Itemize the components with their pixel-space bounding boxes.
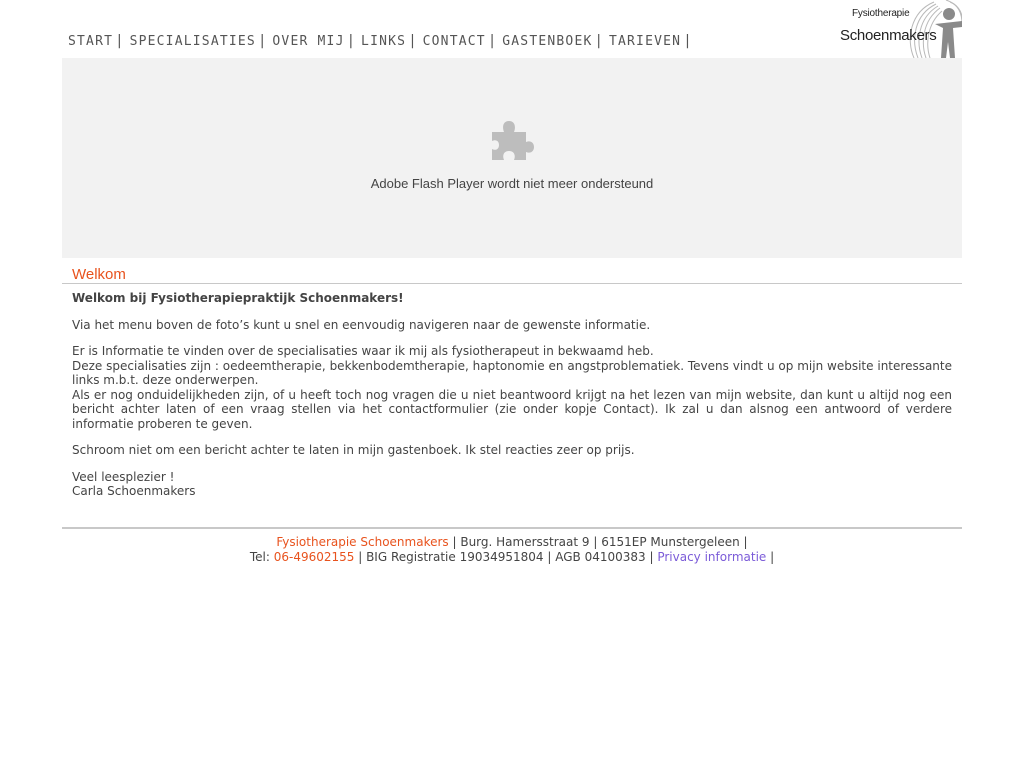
nav-item-gastenboek[interactable]: GASTENBOEK <box>502 33 593 49</box>
main-nav <box>68 33 698 49</box>
paragraph-navigation: Via het menu boven de foto’s kunt u snel en eenvoudig navigeren naar de gewenste informatie. <box>72 317 651 332</box>
nav-item-links[interactable]: LINKS <box>361 33 407 49</box>
logo[interactable] <box>838 0 962 58</box>
privacy-link[interactable]: Privacy informatie <box>657 549 767 564</box>
footer-address: | Burg. Hamersstraat 9 | 6151EP Munstergeleen | <box>448 535 748 549</box>
paragraph-line: Deze specialisaties zijn : oedeemtherapie, bekkenbodemtherapie, haptonomie en angstproblematiek. Tevens vindt u op mijn website interessante links m.b.t. deze onderwerpen. <box>72 358 952 387</box>
nav-item-over-mij[interactable]: OVER MIJ <box>272 33 345 49</box>
footer-registrations: | BIG Registratie 19034951804 | AGB 04100383 | <box>354 549 658 564</box>
page-wrapper <box>62 0 962 564</box>
nav-separator: | <box>257 33 267 49</box>
puzzle-piece-icon <box>490 118 534 162</box>
welcome-lead: Welkom bij Fysiotherapiepraktijk Schoenmakers! <box>72 291 404 305</box>
paragraph-line: Er is Informatie te vinden over de specialisaties waar ik mij als fysiotherapeut in bekwaamd heb. <box>72 344 654 358</box>
welcome-text <box>62 284 962 499</box>
header <box>62 0 962 58</box>
closing-greeting: Veel leesplezier ! <box>72 469 175 484</box>
page-title: Welkom <box>72 266 126 283</box>
nav-separator: | <box>408 33 417 49</box>
paragraph-line: Als er nog onduidelijkheden zijn, of u heeft toch nog vragen die u niet beantwoord krijgt na het lezen van mijn website, dan kunt u altijd nog een bericht achter laten of een vraag stellen via het contactformulier (zie onder kopje Contact). Ik zal u dan alsnog een antwoord of verdere informatie proberen te geven. <box>72 387 952 431</box>
paragraph-guestbook: Schroom niet om een bericht achter te laten in mijn gastenboek. Ik stel reacties zeer op prijs. <box>72 443 635 457</box>
nav-item-specialisaties[interactable]: SPECIALISATIES <box>129 33 256 49</box>
footer-line-address <box>62 535 962 550</box>
nav-separator: | <box>487 33 497 49</box>
flash-message: Adobe Flash Player wordt niet meer ondersteund <box>370 176 654 191</box>
footer-end: | <box>766 549 775 564</box>
nav-item-tarieven[interactable]: TARIEVEN <box>608 33 682 49</box>
footer-line-contact <box>62 550 962 565</box>
logo-title: Schoenmakers <box>840 27 937 44</box>
footer-phone[interactable]: 06-49602155 <box>273 549 355 564</box>
main-content <box>62 258 962 511</box>
nav-separator: | <box>683 33 692 49</box>
flash-placeholder <box>62 58 962 258</box>
footer-tel-label: Tel: <box>249 549 274 564</box>
footer-divider <box>62 527 962 529</box>
paragraph-specialisations <box>72 344 952 431</box>
closing <box>72 470 952 499</box>
footer <box>62 535 962 564</box>
footer-practice-name: Fysiotherapie Schoenmakers <box>276 535 449 549</box>
nav-separator: | <box>115 33 124 49</box>
logo-subtitle: Fysiotherapie <box>852 8 910 19</box>
signature: Carla Schoenmakers <box>72 484 196 498</box>
nav-separator: | <box>594 33 603 49</box>
nav-separator: | <box>346 33 356 49</box>
nav-item-start[interactable]: START <box>68 33 114 49</box>
nav-item-contact[interactable]: CONTACT <box>422 33 486 49</box>
